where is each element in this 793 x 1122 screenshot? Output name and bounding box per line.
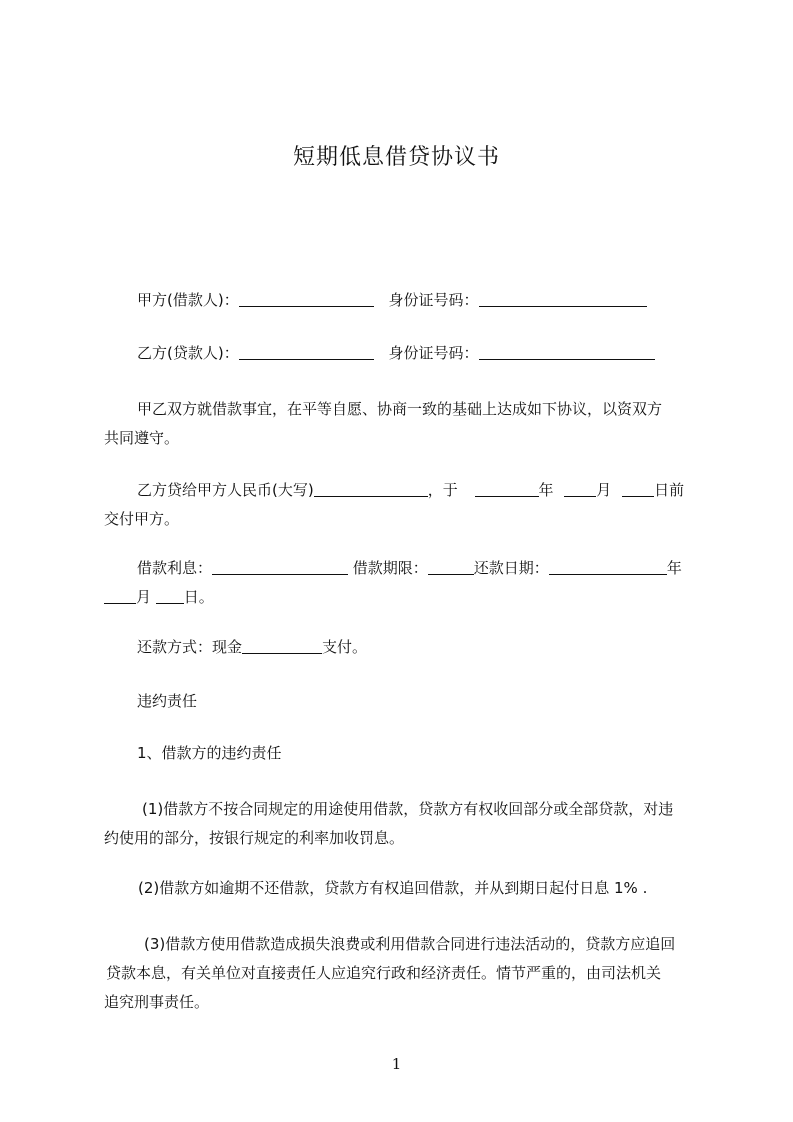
loan-paragraph [104,476,704,534]
repay-month-blank[interactable] [104,586,136,604]
repay-year-blank[interactable] [549,557,667,575]
loan-month: 月 [596,481,617,499]
page-number: 1 [391,1055,402,1073]
clause-3-line-1: (3)借款方使用借款造成损失浪费或利用借款合同进行违法活动的，贷款方应追回 [144,935,676,953]
intro-paragraph [104,395,704,453]
intro-line-1: 甲乙双方就借款事宜，在平等自愿、协商一致的基础上达成如下协议，以资双方 [137,400,663,418]
loan-line-2: 交付甲方。 [104,510,180,528]
party-b-name-blank[interactable] [239,342,374,360]
document-title: 短期低息借贷协议书 [292,145,500,170]
loan-comma: ，于 [427,481,463,499]
interest-line-1 [104,554,704,583]
loan-month-blank[interactable] [564,479,596,497]
loan-amount-blank[interactable] [314,479,428,497]
clause-3-line-3: 追究刑事责任。 [104,993,210,1011]
clause-3 [104,930,704,1017]
party-a-name-blank[interactable] [239,289,374,307]
loan-prefix: 乙方贷给甲方人民币(大写) [137,481,314,499]
repay-day: 日。 [183,588,214,606]
party-a-id-blank[interactable] [479,289,647,307]
party-b-id-blank[interactable] [479,342,655,360]
party-b-id-label: 身份证号码： [388,344,479,362]
clause-1 [104,795,704,853]
loan-year-blank[interactable] [475,479,539,497]
breach-heading: 违约责任 [137,692,198,710]
intro-line-2: 共同遵守。 [104,429,180,447]
party-b-line [104,339,737,368]
party-a-line [104,286,737,315]
repay-day-blank[interactable] [156,586,184,604]
borrower-breach-heading: 1、借款方的违约责任 [137,744,282,762]
term-label: 借款期限： [348,559,428,577]
clause-2: (2)借款方如逾期不还借款，贷款方有权追回借款，并从到期日起付日息 1% . [138,879,648,897]
loan-day-before: 日前 [654,481,685,499]
repay-year: 年 [666,559,682,577]
repay-date-label: 还款日期： [473,559,549,577]
repay-method-blank[interactable] [242,636,322,654]
party-b-label: 乙方(贷款人)： [137,344,239,362]
interest-label: 借款利息： [137,559,213,577]
loan-line-1 [104,476,704,505]
interest-paragraph [104,554,704,612]
interest-line-2 [104,583,704,612]
loan-day-blank[interactable] [622,479,654,497]
loan-year: 年 [538,481,559,499]
repay-method-line [104,633,737,662]
party-a-label: 甲方(借款人)： [137,291,239,309]
repay-method-suffix: 支付。 [322,638,368,656]
interest-blank[interactable] [212,557,348,575]
clause-3-line-2: 贷款本息，有关单位对直接责任人应追究行政和经济责任。情节严重的，由司法机关 [106,964,662,982]
repay-method-prefix: 还款方式：现金 [137,638,243,656]
party-a-id-label: 身份证号码： [388,291,479,309]
term-blank[interactable] [428,557,474,575]
clause-1-line-1: (1)借款方不按合同规定的用途使用借款，贷款方有权收回部分或全部贷款，对违 [142,800,674,818]
clause-1-line-2: 约使用的部分，按银行规定的利率加收罚息。 [104,829,405,847]
repay-month: 月 [136,588,156,606]
